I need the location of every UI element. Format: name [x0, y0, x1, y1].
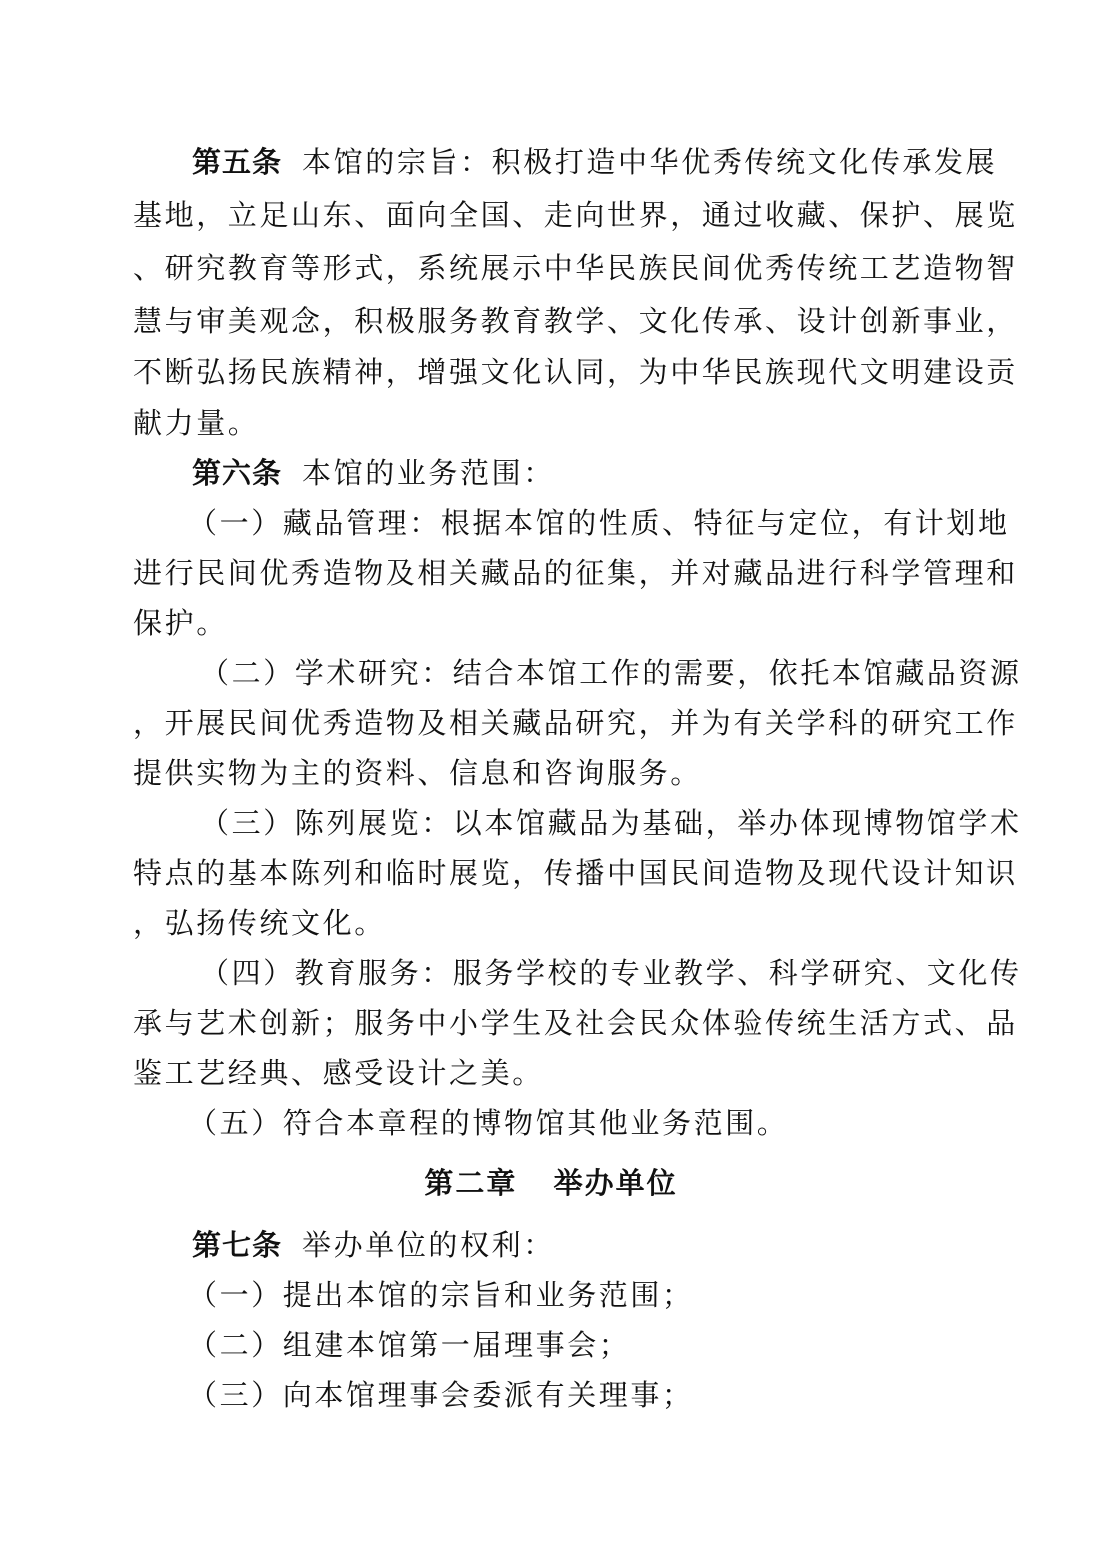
article-5-label: 第五条 — [192, 145, 283, 179]
article-5-line-2: 基地，立足山东、面向全国、走向世界，通过收藏、保护、展览 — [133, 198, 1018, 232]
article-6-item-4-line-2: 承与艺术创新；服务中小学生及社会民众体验传统生活方式、品 — [133, 1006, 1018, 1040]
article-7-line-1 — [192, 1220, 1022, 1270]
article-6-item-3-line-2: 特点的基本陈列和临时展览，传播中国民间造物及现代设计知识 — [133, 856, 1018, 890]
article-6-item-1-line-1: （一）藏品管理：根据本馆的性质、特征与定位，有计划地 — [188, 506, 1010, 540]
article-6-item-2-line-1: （二）学术研究：结合本馆工作的需要，依托本馆藏品资源 — [200, 656, 1022, 690]
article-6-label: 第六条 — [192, 456, 283, 490]
article-5-line-3: 、研究教育等形式，系统展示中华民族民间优秀传统工艺造物智 — [133, 251, 1018, 285]
article-6-item-5: （五）符合本章程的博物馆其他业务范围。 — [188, 1106, 789, 1140]
article-7-intro: 举办单位的权利： — [302, 1228, 555, 1262]
article-6-item-1-line-3: 保护。 — [133, 606, 228, 640]
article-5-text: 本馆的宗旨：积极打造中华优秀传统文化传承发展 — [302, 145, 998, 179]
article-5-line-1 — [192, 137, 1022, 187]
article-6-item-4-line-3: 鉴工艺经典、感受设计之美。 — [133, 1056, 544, 1090]
article-7-label: 第七条 — [192, 1228, 283, 1262]
article-5-line-5: 不断弘扬民族精神，增强文化认同，为中华民族现代文明建设贡 — [133, 355, 1018, 389]
article-6-item-2-line-3: 提供实物为主的资料、信息和咨询服务。 — [133, 756, 702, 790]
article-6-line-1 — [192, 448, 1022, 498]
article-6-item-3-line-1: （三）陈列展览：以本馆藏品为基础，举办体现博物馆学术 — [200, 806, 1022, 840]
article-5-line-4: 慧与审美观念，积极服务教育教学、文化传承、设计创新事业， — [133, 304, 1018, 338]
article-6-intro: 本馆的业务范围： — [302, 456, 555, 490]
article-5-line-6: 献力量。 — [133, 406, 260, 440]
article-7-item-2: （二）组建本馆第一届理事会； — [188, 1328, 631, 1362]
article-7-item-3: （三）向本馆理事会委派有关理事； — [188, 1378, 694, 1412]
article-6-item-3-line-3: ，弘扬传统文化。 — [133, 906, 386, 940]
article-7-item-1: （一）提出本馆的宗旨和业务范围； — [188, 1278, 694, 1312]
article-6-item-4-line-1: （四）教育服务：服务学校的专业教学、科学研究、文化传 — [200, 956, 1022, 990]
chapter-heading: 第二章 举办单位 — [424, 1166, 678, 1200]
article-6-item-1-line-2: 进行民间优秀造物及相关藏品的征集，并对藏品进行科学管理和 — [133, 556, 1018, 590]
article-6-item-2-line-2: ，开展民间优秀造物及相关藏品研究，并为有关学科的研究工作 — [133, 706, 1018, 740]
